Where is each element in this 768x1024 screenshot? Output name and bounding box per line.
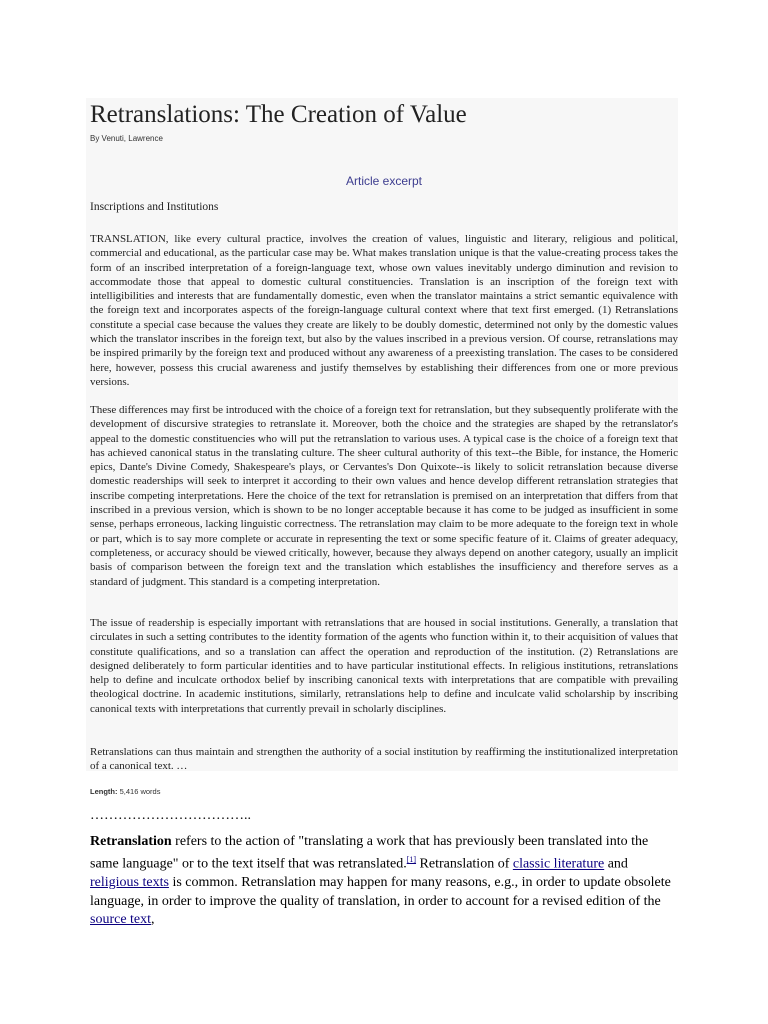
religious-texts-link[interactable]: religious texts	[90, 875, 169, 891]
wiki-text: Retranslation of	[416, 857, 513, 873]
article-length	[90, 787, 160, 796]
article-paragraph: These differences may first be introduced with the choice of a foreign text for retranslation, but they subsequently proliferate with the development of discursive strategies to retranslate it. Moreover, both the choice and the strategies are shaped by the retranslator's appeal to the domestic constituencies who will put the retranslation to various uses. A typical case is the choice of a foreign text that has achieved canonical status in the translating culture. The sheer cultural authority of this text--the Bible, for instance, the Homeric epics, Dante's Divine Comedy, Shakespeare's plays, or Cervantes's Don Quixote--is likely to solicit retranslation because diverse domestic readerships will seek to interpret it according to their own values and hence develop different retranslation strategies that inscribe competing interpretations. Here the choice of the text for retranslation is premised on an interpretation that differs from that inscribed in a previous version, which is shown to be no longer acceptable because it has come to be judged as insufficient in some sense, perhaps erroneous, lacking linguistic correctness. The retranslation may claim to be more adequate to the foreign text in whole or part, which is to say more complete or accurate in representing the text or some specific feature of it. Claims of greater adequacy, completeness, or accuracy should be viewed critically, however, because they always depend on another category, usually an implicit basis of comparison between the foreign text and the translation which establishes the insufficiency and therefore serves as a standard of judgment. This standard is a competing interpretation.	[90, 404, 678, 588]
length-value: 5,416 words	[119, 787, 161, 796]
wiki-term: Retranslation	[90, 834, 172, 849]
wiki-text: ,	[151, 912, 155, 928]
source-text-link[interactable]: source text	[90, 912, 152, 928]
classic-literature-link[interactable]: classic literature	[512, 857, 605, 873]
length-label: Length:	[90, 787, 118, 796]
wiki-text: and	[604, 857, 628, 873]
section-heading: Inscriptions and Institutions	[90, 201, 219, 213]
article-paragraph: TRANSLATION, like every cultural practice, involves the creation of values, linguistic and literary, religious and political, commercial and educational, as the particular case may be. What makes translation unique is that the value-creating process takes the form of an inscribed interpretation of a foreign-language text, whose own values inevitably undergo diminution and revision to accommodate those that appeal to domestic cultural constituencies. Translation is an inscription of the foreign text with intelligibilities and interests that are fundamentally domestic, even when the translator maintains a strict semantic equivalence with the foreign text and incorporates aspects of the foreign-language cultural context where that text first emerged. (1) Retranslations constitute a special case because the values they create are likely to be doubly domestic, determined not only by the domestic values which the translator inscribes in the foreign text, but also by the values inscribed in a previous version. Of course, retranslations may be inspired primarily by the foreign text and produced without any awareness of a preexisting translation. The cases to be considered here, however, possess this crucial awareness and justify themselves by establishing their differences from one or more previous versions.	[90, 233, 678, 388]
article-title: Retranslations: The Creation of Value	[90, 101, 467, 128]
article-paragraph: The issue of readership is especially important with retranslations that are housed in social institutions. Generally, a translation that circulates in such a setting contributes to the identity formation of the agents who function within it, to their acquisition of values that constitute qualifications, and so a translation can affect the operation and reproduction of the institution. (2) Retranslations are designed deliberately to form particular identities and to have particular institutional effects. In religious institutions, retranslations help to define and inculcate orthodox belief by inscribing canonical texts with interpretations that are compatible with prevailing theological doctrine. In academic institutions, similarly, retranslations help to define and inculcate valid scholarship by inscribing canonical texts with interpretations that currently prevail in scholarly disciplines.	[90, 617, 678, 715]
wiki-text: is common. Retranslation may happen for many reasons, e.g., in order to update obsolete language, in order to improve the quality of translation, in order to account for a revised edition of the	[90, 875, 671, 909]
article-paragraph: Retranslations can thus maintain and strengthen the authority of a social institution by reaffirming the institutionalized interpretation of a canonical text. …	[90, 746, 678, 773]
separator-dots: ……………………………..	[90, 808, 251, 823]
article-byline: By Venuti, Lawrence	[90, 134, 163, 143]
wiki-text: refers to the action of "translating a work that has previously been translated into the same language" or to the text itself that was retranslated.	[90, 834, 649, 873]
wiki-reference-link[interactable]: [1]	[406, 855, 417, 865]
article-excerpt-label: Article excerpt	[345, 174, 423, 188]
wiki-paragraph	[90, 833, 678, 930]
